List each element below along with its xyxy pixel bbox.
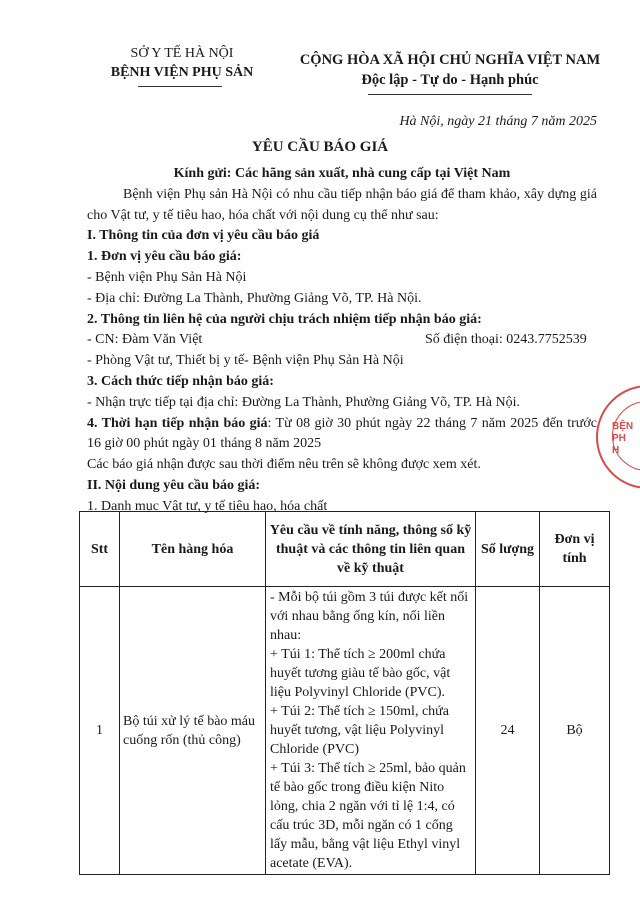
requesting-address: - Địa chỉ: Đường La Thành, Phường Giảng Võ, TP. Hà Nội. <box>87 290 422 306</box>
subsection-2-heading: 2. Thông tin liên hệ của người chịu trách nhiệm tiếp nhận báo giá: <box>87 311 482 327</box>
contact-line <box>87 330 597 351</box>
items-table <box>79 511 610 875</box>
spec-line: + Túi 3: Thể tích ≥ 25ml, bảo quản tế bào gốc trong điều kiện Nito lỏng, chia 2 ngăn với tỉ lệ 1:4, có cấu trúc 3D, mỗi ngăn có 1 cổng lấy mẫu, bằng vật liệu Ethyl vinyl acetate (EVA). <box>270 761 466 871</box>
subsection-1-heading: 1. Đơn vị yêu cầu báo giá: <box>87 249 242 265</box>
header-stt: Stt <box>80 512 120 587</box>
section-2-heading: II. Nội dung yêu cầu báo giá: <box>87 477 261 493</box>
table-row <box>80 587 610 875</box>
national-motto <box>280 50 620 90</box>
nation-line-2: Độc lập - Tự do - Hạnh phúc <box>361 72 539 88</box>
addressee: Kính gửi: Các hãng sản xuất, nhà cung cấp tại Việt Nam <box>173 166 511 181</box>
spec-line: + Túi 1: Thể tích ≥ 200ml chứa huyết tương giàu tế bào gốc, vật liệu Polyvinyl Chloride (PVC). <box>270 647 451 700</box>
document-body <box>87 164 597 518</box>
document-date: Hà Nội, ngày 21 tháng 7 năm 2025 <box>399 114 597 129</box>
intro-paragraph: Bệnh viện Phụ sản Hà Nội có nhu cầu tiếp nhận báo giá để tham khảo, xây dựng giá cho Vật tư, y tế tiêu hao, hóa chất với nội dung cụ thể như sau: <box>87 186 597 223</box>
spec-line: + Túi 2: Thể tích ≥ 150ml, chứa huyết tương, vật liệu Polyvinyl Chloride (PVC) <box>270 704 449 757</box>
org-line-2: BỆNH VIỆN PHỤ SẢN <box>110 65 254 80</box>
cell-stt: 1 <box>80 587 120 875</box>
header-qty: Số lượng <box>476 512 540 587</box>
motto-underline <box>368 94 532 95</box>
receiving-method: - Nhận trực tiếp tại địa chỉ: Đường La Thành, Phường Giảng Võ, TP. Hà Nội. <box>87 394 521 410</box>
org-underline <box>138 86 222 87</box>
deadline-paragraph <box>87 414 597 456</box>
cell-spec <box>266 587 476 875</box>
header-spec: Yêu cầu về tính năng, thông số kỹ thuật và các thông tin liên quan về kỹ thuật <box>266 512 476 587</box>
contact-department: - Phòng Vật tư, Thiết bị y tế- Bệnh viện Phụ Sản Hà Nội <box>87 353 404 369</box>
section-1-heading: I. Thông tin của đơn vị yêu cầu báo giá <box>87 228 320 244</box>
deadline-note: Các báo giá nhận được sau thời điểm nêu trên sẽ không được xem xét. <box>87 457 481 473</box>
nation-line-1: CỘNG HÒA XÃ HỘI CHỦ NGHĨA VIỆT NAM <box>299 52 601 68</box>
cell-qty: 24 <box>476 587 540 875</box>
contact-phone: Số điện thoại: 0243.7752539 <box>425 332 587 348</box>
cell-unit: Bộ <box>540 587 610 875</box>
issuing-organization <box>92 44 272 82</box>
seal-text: BỆN PH H <box>612 421 634 456</box>
header-name: Tên hàng hóa <box>120 512 266 587</box>
subsection-4-label: 4. Thời hạn tiếp nhận báo giá <box>87 415 268 431</box>
table-header-row <box>80 512 610 587</box>
spec-line: - Mỗi bộ túi gồm 3 túi được kết nối với nhau bằng ống kín, nối liền nhau: <box>270 590 469 643</box>
requesting-unit: - Bệnh viện Phụ Sản Hà Nội <box>87 269 247 285</box>
cell-name: Bộ túi xử lý tế bào máu cuống rốn (thủ công) <box>120 587 266 875</box>
org-line-1: SỞ Y TẾ HÀ NỘI <box>130 46 234 61</box>
contact-person: - CN: Đàm Văn Việt <box>87 332 203 348</box>
list-title: 1. Danh mục Vật tư, y tế tiêu hao, hóa chất <box>87 498 328 514</box>
deadline-text: : Từ 08 giờ 30 phút ngày 22 tháng 7 năm 2025 đến trước 16 giờ 00 phút ngày 01 tháng 8 năm 2025 <box>87 415 597 452</box>
header-unit: Đơn vị tính <box>540 512 610 587</box>
official-seal <box>596 385 640 489</box>
subsection-3-heading: 3. Cách thức tiếp nhận báo giá: <box>87 373 274 389</box>
document-title: YÊU CẦU BÁO GIÁ <box>251 139 389 155</box>
